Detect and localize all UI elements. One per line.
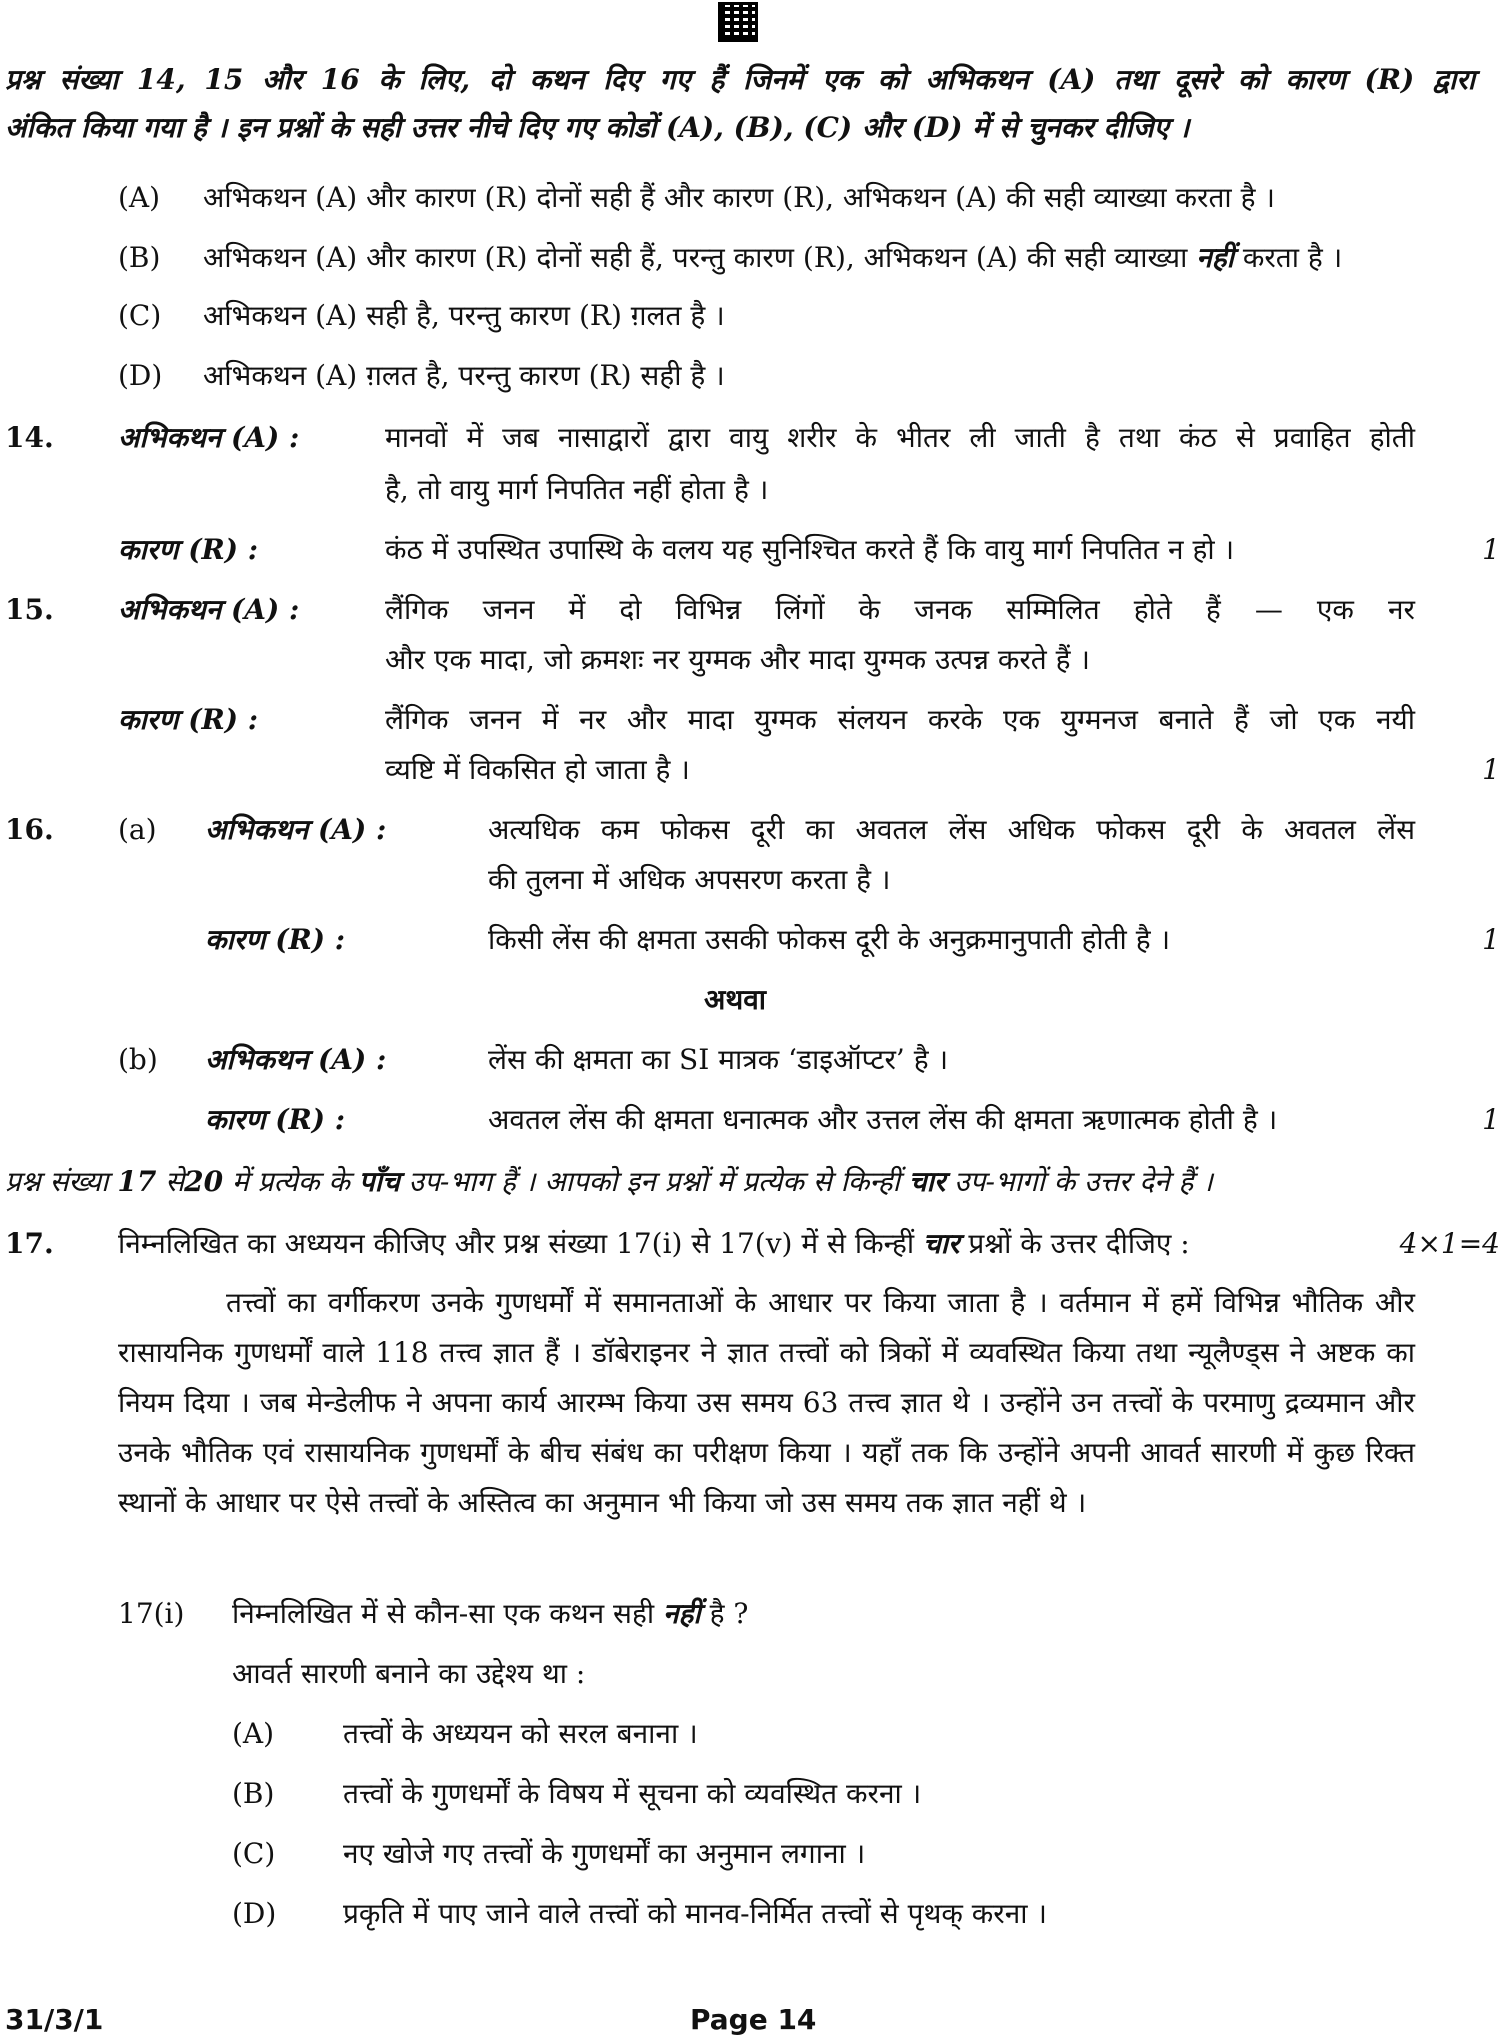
section-note: प्रश्न संख्या 17 से20 में प्रत्येक के पाँच उप-भाग हैं । आपको इन प्रश्नों में प्रत्येक से किन्हीं चार उप-भागों के उत्तर देने हैं । — [5, 1165, 1213, 1198]
assertion-label: अभिकथन (A) : — [118, 421, 300, 454]
or-divider: अथवा — [703, 983, 767, 1016]
code-label: (A) — [118, 181, 161, 214]
sub-question-stem: आवर्त सारणी बनाने का उद्देश्य था : — [232, 1657, 586, 1690]
assertion-label: अभिकथन (A) : — [205, 813, 387, 846]
marks: 4×1=4 — [1399, 1227, 1500, 1260]
code-label: (B) — [118, 241, 161, 274]
assertion-text: अत्यधिक कम फोकस दूरी का अवतल लेंस अधिक फोकस दूरी के अवतल लेंस — [488, 813, 1415, 846]
emphasis-not: नहीं — [663, 1597, 701, 1630]
assertion-label: अभिकथन (A) : — [205, 1043, 387, 1076]
option-text[interactable]: तत्त्वों के अध्ययन को सरल बनाना । — [343, 1717, 698, 1750]
assertion-text: लेंस की क्षमता का SI मात्रक ‘डाइऑप्टर’ है । — [488, 1043, 949, 1076]
reason-text: कंठ में उपस्थित उपास्थि के वलय यह सुनिश्चित करते हैं कि वायु मार्ग निपतित न हो । — [385, 533, 1235, 566]
instruction-line-2: अंकित किया गया है । इन प्रश्नों के सही उत्तर नीचे दिए गए कोडों (A), (B), (C) और (D) में से चुनकर दीजिए । — [5, 111, 1190, 144]
paper-code: 31/3/1 — [5, 2003, 104, 2036]
reason-text: किसी लेंस की क्षमता उसकी फोकस दूरी के अनुक्रमानुपाती होती है । — [488, 923, 1171, 956]
reason-label: कारण (R) : — [205, 1103, 346, 1136]
qr-code — [718, 2, 758, 42]
marks: 1 — [1482, 923, 1500, 956]
marks: 1 — [1482, 533, 1500, 566]
option-label[interactable]: (A) — [232, 1717, 275, 1750]
option-label[interactable]: (C) — [232, 1837, 276, 1870]
assertion-text: की तुलना में अधिक अपसरण करता है । — [488, 863, 891, 896]
code-label: (D) — [118, 359, 163, 392]
sub-question-text: निम्नलिखित में से कौन-सा एक कथन सही नहीं है ? — [232, 1597, 749, 1630]
question-number: 14. — [5, 421, 54, 454]
option-label[interactable]: (D) — [232, 1897, 277, 1930]
passage: तत्त्वों का वर्गीकरण उनके गुणधर्मों में समानताओं के आधार पर किया जाता है । वर्तमान में हमें विभिन्न भौतिक और रासायनिक गुणधर्मों वाले 118 तत्त्व ज्ञात हैं । डॉबेराइनर ने ज्ञात तत्त्वों को त्रिकों में व्यवस्थित किया तथा न्यूलैण्ड्स ने अष्टक का नियम दिया । जब मेन्डेलीफ ने अपना कार्य आरम्भ किया उस समय 63 तत्त्व ज्ञात थे । उन्होंने उन तत्त्वों के परमाणु द्रव्यमान और उनके भौतिक एवं रासायनिक गुणधर्मों के बीच संबंध का परीक्षण किया । यहाँ तक कि उन्होंने अपनी आवर्त सारणी में कुछ रिक्त स्थानों के आधार पर ऐसे तत्त्वों के अस्तित्व का अनुमान भी किया जो उस समय तक ज्ञात नहीं थे । — [118, 1286, 1415, 1519]
code-text: अभिकथन (A) और कारण (R) दोनों सही हैं, परन्तु कारण (R), अभिकथन (A) की सही व्याख्या नहीं करता है । — [203, 241, 1343, 274]
reason-label: कारण (R) : — [118, 533, 259, 566]
code-label: (C) — [118, 299, 162, 332]
marks: 1 — [1482, 1103, 1500, 1136]
instruction-line-1: प्रश्न संख्या 14, 15 और 16 के लिए, दो कथन दिए गए हैं जिनमें एक को अभिकथन (A) तथा दूसरे को कारण (R) द्वारा — [5, 63, 1475, 96]
option-text[interactable]: नए खोजे गए तत्त्वों के गुणधर्मों का अनुमान लगाना । — [343, 1837, 866, 1870]
reason-label: कारण (R) : — [205, 923, 346, 956]
question-number: 17. — [5, 1227, 54, 1260]
emphasis-not: नहीं — [1196, 241, 1234, 274]
reason-text: व्यष्टि में विकसित हो जाता है । — [385, 753, 690, 786]
reason-label: कारण (R) : — [118, 703, 259, 736]
option-label[interactable]: (B) — [232, 1777, 275, 1810]
reason-text: अवतल लेंस की क्षमता धनात्मक और उत्तल लेंस की क्षमता ऋणात्मक होती है । — [488, 1103, 1278, 1136]
assertion-label: अभिकथन (A) : — [118, 593, 300, 626]
emphasis-four: चार — [923, 1227, 960, 1260]
assertion-text: और एक मादा, जो क्रमशः नर युग्मक और मादा युग्मक उत्पन्न करते हैं । — [385, 643, 1091, 676]
code-text: अभिकथन (A) ग़लत है, परन्तु कारण (R) सही है । — [203, 359, 725, 392]
option-text[interactable]: प्रकृति में पाए जाने वाले तत्त्वों को मानव-निर्मित तत्त्वों से पृथक् करना । — [343, 1897, 1048, 1930]
page-number: Page 14 — [690, 2003, 817, 2036]
question-intro: निम्नलिखित का अध्ययन कीजिए और प्रश्न संख्या 17(i) से 17(v) में से किन्हीं चार प्रश्नों के उत्तर दीजिए : — [118, 1227, 1190, 1260]
sub-question-number: 17(i) — [118, 1597, 185, 1630]
code-text: अभिकथन (A) और कारण (R) दोनों सही हैं और कारण (R), अभिकथन (A) की सही व्याख्या करता है । — [203, 181, 1275, 214]
question-number: 15. — [5, 593, 54, 626]
code-text: अभिकथन (A) सही है, परन्तु कारण (R) ग़लत है । — [203, 299, 725, 332]
assertion-text: लैंगिक जनन में दो विभिन्न लिंगों के जनक सम्मिलित होते हैं — एक नर — [385, 593, 1415, 626]
option-text[interactable]: तत्त्वों के गुणधर्मों के विषय में सूचना को व्यवस्थित करना । — [343, 1777, 922, 1810]
assertion-text: मानवों में जब नासाद्वारों द्वारा वायु शरीर के भीतर ली जाती है तथा कंठ से प्रवाहित होती — [385, 421, 1415, 454]
question-number: 16. — [5, 813, 54, 846]
marks: 1 — [1482, 753, 1500, 786]
reason-text: लैंगिक जनन में नर और मादा युग्मक संलयन करके एक युग्मनज बनाते हैं जो एक नयी — [385, 703, 1415, 736]
sub-label-a: (a) — [118, 813, 157, 846]
sub-label-b: (b) — [118, 1043, 158, 1076]
assertion-text: है, तो वायु मार्ग निपतित नहीं होता है । — [385, 473, 769, 506]
